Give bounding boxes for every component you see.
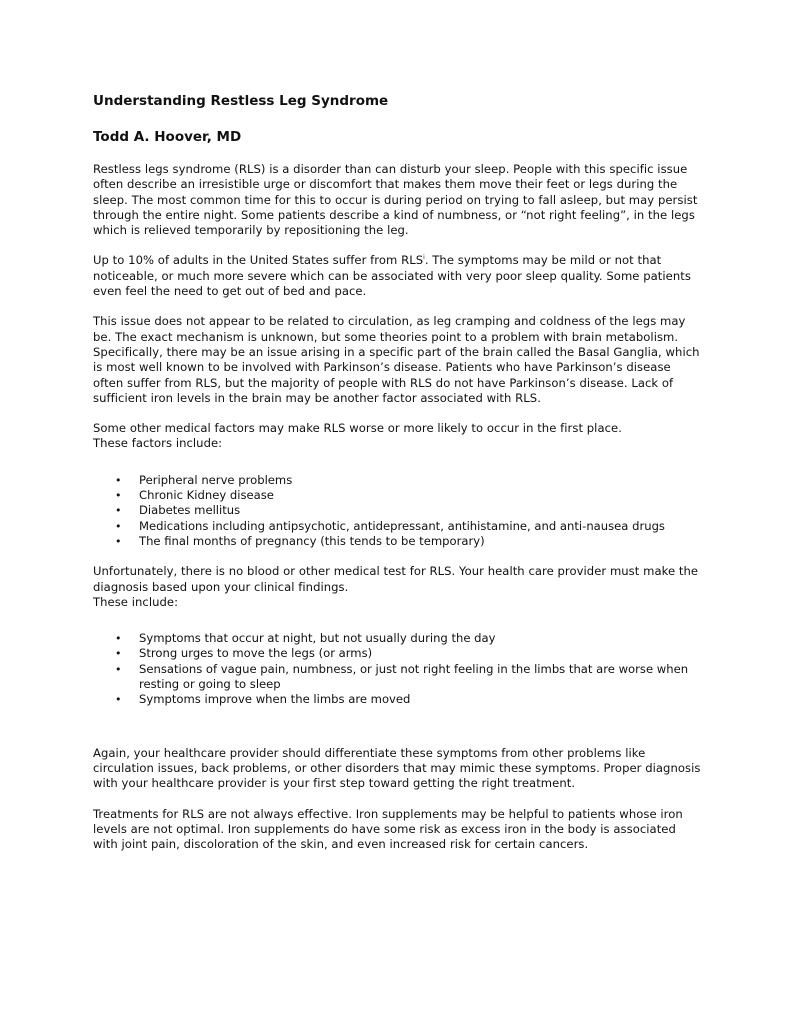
paragraph-diagnosis — [93, 564, 703, 610]
list-item: • Medications including antipsychotic, antidepressant, antihistamine, and anti-nausea drugs — [115, 518, 665, 533]
prevalence-text-start: Up to 10% of adults in the United States suffer from RLS — [93, 253, 424, 268]
diagnosis-lead: These include: — [93, 594, 179, 609]
bullet-icon: • — [115, 632, 122, 646]
bullet-icon: • — [115, 693, 122, 707]
bullet-icon: • — [115, 473, 122, 487]
factors-intro-line: Some other medical factors may make RLS worse or more likely to occur in the first place. — [93, 421, 622, 436]
list-item: • Strong urges to move the legs (or arms) — [115, 646, 373, 661]
factors-intro-lead: These factors include: — [93, 436, 223, 451]
list-item: • Chronic Kidney disease — [115, 488, 274, 503]
paragraph-differentiate: Again, your healthcare provider should differentiate these symptoms from other problems like circulation issues, back problems, or other disorders that may mimic these symptoms. Proper diagnosis with your healthcare provider is your first step toward getting the right treatment. — [93, 745, 701, 791]
paragraph-mechanism: This issue does not appear to be related to circulation, as leg cramping and coldness of the legs may be. The exact mechanism is unknown, but some theories point to a problem with brain metabolism. Specifically, there may be an issue arising in a specific part of the brain called the Basal Ganglia, which is most well known to be involved with Parkinson’s disease. Patients who have Parkinson’s disease often suffer from RLS, but the majority of people with RLS do not have Parkinson’s disease. Lack of sufficient iron levels in the brain may be another factor associated with RLS. — [93, 314, 700, 405]
paragraph-treatments: Treatments for RLS are not always effective. Iron supplements may be helpful to patients whose iron levels are not optimal. Iron supplements do have some risk as excess iron in the body is associated with joint pain, discoloration of the skin, and even increased risk for certain cancers. — [93, 806, 683, 852]
paragraph-intro: Restless legs syndrome (RLS) is a disorder than can disturb your sleep. People with this specific issue often describe an irresistible urge or discomfort that makes them move their feet or legs during the sleep. The most common time for this to occur is during period on trying to fall asleep, but may persist through the entire night. Some patients describe a kind of numbness, or “not right feeling”, in the legs which is relieved temporarily by repositioning the leg. — [93, 162, 698, 238]
factors-list — [93, 473, 703, 549]
document-author: Todd A. Hoover, MD — [93, 129, 242, 145]
paragraph-prevalence — [93, 253, 703, 299]
bullet-icon: • — [115, 489, 122, 503]
list-item: • Symptoms that occur at night, but not usually during the day — [115, 631, 496, 646]
document-title: Understanding Restless Leg Syndrome — [93, 93, 389, 109]
bullet-icon: • — [115, 504, 122, 518]
paragraph-factors-intro — [93, 421, 703, 452]
bullet-icon: • — [115, 647, 122, 661]
footnote-marker: i — [423, 254, 425, 262]
findings-list — [93, 631, 703, 707]
list-item: • Sensations of vague pain, numbness, or just not right feeling in the limbs that are worse when resting or going to sleep — [115, 661, 689, 692]
diagnosis-text: Unfortunately, there is no blood or other medical test for RLS. Your health care provider must make the diagnosis based upon your clinical findings. — [93, 564, 699, 594]
bullet-icon: • — [115, 534, 122, 548]
bullet-icon: • — [115, 519, 122, 533]
bullet-icon: • — [115, 662, 122, 676]
list-item: • The final months of pregnancy (this tends to be temporary) — [115, 533, 485, 548]
document-page — [93, 92, 703, 867]
list-item: • Peripheral nerve problems — [115, 472, 293, 487]
prevalence-text-end: . The symptoms may be mild or not that noticeable, or much more severe which can be associated with very poor sleep quality. Some patients even feel the need to get out of bed and pace. — [93, 253, 691, 299]
list-item: • Diabetes mellitus — [115, 503, 241, 518]
list-item: • Symptoms improve when the limbs are moved — [115, 692, 411, 707]
